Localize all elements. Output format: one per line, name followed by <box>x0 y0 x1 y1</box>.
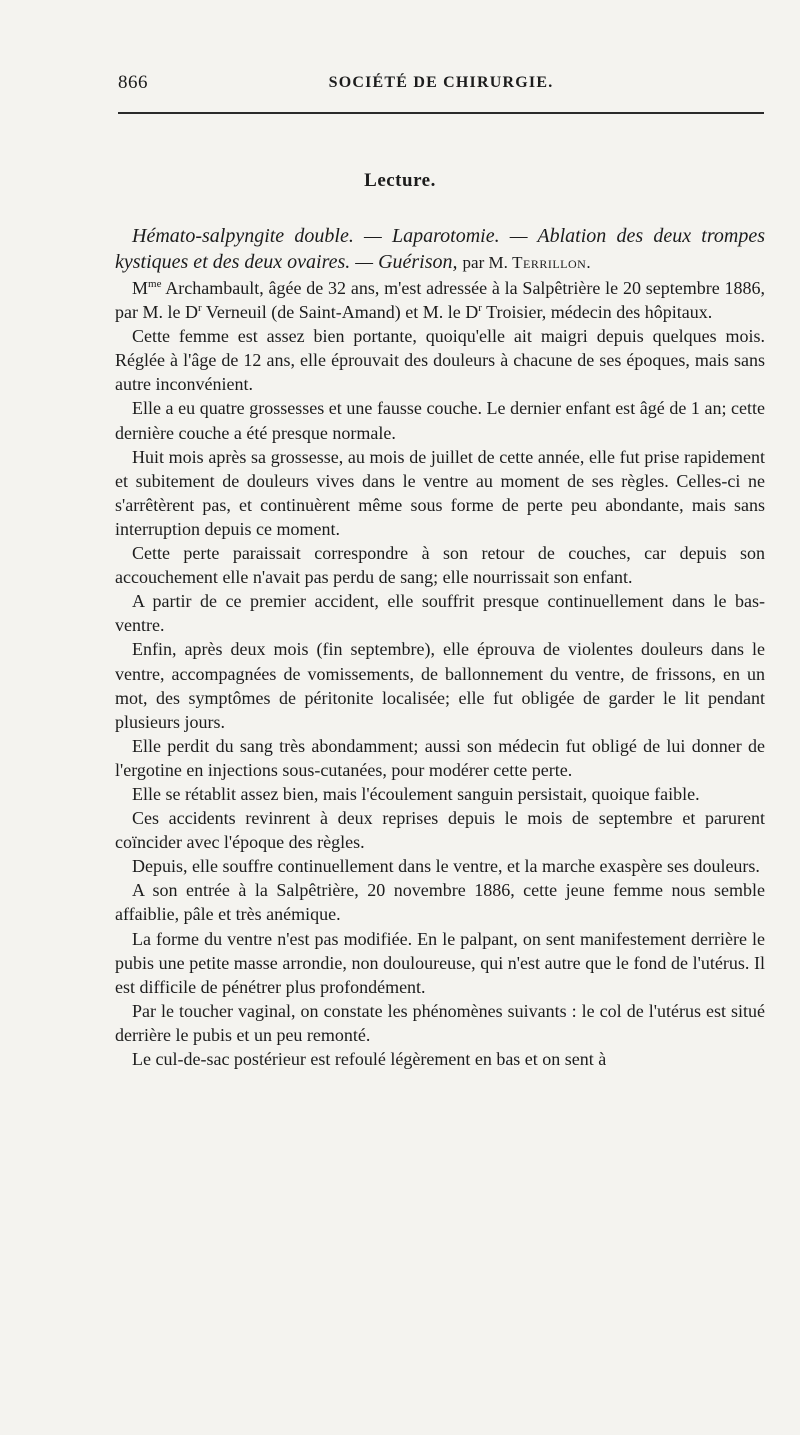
paragraph: Enfin, après deux mois (fin septembre), elle éprouva de violentes douleurs dans le ventre, accompagnées de vomissements, de ballonnement du ventre, de frissons, en un mot, des symptômes de péritonite localisée; elle fut obligée de garder le lit pendant plusieurs jours. <box>115 639 765 732</box>
running-head <box>118 72 764 98</box>
paragraph: Le cul-de-sac postérieur est refoulé légèrement en bas et on sent à <box>132 1049 607 1069</box>
intro-text-1: Archambault, âgée de 32 ans, m'est adressée à la Salpêtrière le 20 septembre 1886, par M. le D <box>115 278 765 323</box>
running-title: SOCIÉTÉ DE CHIRURGIE. <box>328 74 554 91</box>
page-number: 866 <box>118 72 148 93</box>
paragraph: Elle se rétablit assez bien, mais l'écoulement sanguin persistait, quoique faible. <box>132 783 700 804</box>
article-author <box>463 253 592 272</box>
mme-abbrev: M <box>132 278 149 298</box>
author-name: Terrillon. <box>512 253 592 272</box>
paragraph: Ces accidents revinrent à deux reprises depuis le mois de septembre et parurent coïncider avec l'époque des règles. <box>115 808 765 853</box>
article-title <box>115 223 765 276</box>
paragraph: Elle perdit du sang très abondamment; aussi son médecin fut obligé de lui donner de l'ergotine en injections sous-cutanées, pour modérer cette perte. <box>115 735 765 780</box>
paragraph: La forme du ventre n'est pas modifiée. En le palpant, on sent manifestement derrière le pubis une petite masse arrondie, non douloureuse, qui n'est autre que le fond de l'utérus. Il est difficile de pénétrer plus profondément. <box>115 928 765 997</box>
paragraph: Depuis, elle souffre continuellement dans le ventre, et la marche exaspère ses douleurs. <box>132 856 760 877</box>
header-rule <box>118 112 764 114</box>
paragraph: Cette perte paraissait correspondre à son retour de couches, car depuis son accouchement elle n'avait pas perdu de sang; elle nourrissait son enfant. <box>115 543 765 588</box>
paragraph: Elle a eu quatre grossesses et une fausse couche. Le dernier enfant est âgé de 1 an; cette dernière couche a été presque normale. <box>115 398 765 443</box>
paragraph: A son entrée à la Salpêtrière, 20 novembre 1886, cette jeune femme nous semble affaiblie, pâle et très anémique. <box>115 880 765 925</box>
paragraph: Par le toucher vaginal, on constate les phénomènes suivants : le col de l'utérus est situé derrière le pubis et un peu remonté. <box>115 1000 765 1045</box>
paragraph: Huit mois après sa grossesse, au mois de juillet de cette année, elle fut prise rapidement et subitement de douleurs vives dans le ventre au moment de ses règles. Celles-ci ne s'arrêtèrent pas, et continuèrent même sous forme de perte peu abondante, mais sans interruption depuis ce moment. <box>115 446 765 539</box>
paragraph: Cette femme est assez bien portante, quoiqu'elle ait maigri depuis quelques mois. Réglée à l'âge de 12 ans, elle éprouvait des douleurs à chacune de ses époques, mais sans autre inconvénient. <box>115 326 765 395</box>
intro-paragraph <box>115 276 765 324</box>
dr-superscript-1: r <box>197 302 202 315</box>
author-prefix: par M. <box>462 253 508 272</box>
mme-superscript: me <box>148 278 162 290</box>
section-title: Lecture. <box>364 170 436 191</box>
intro-text-3: Troisier, médecin des hôpitaux. <box>481 302 713 323</box>
dr-superscript-2: r <box>478 302 482 315</box>
article-body <box>115 223 765 1071</box>
paragraph: A partir de ce premier accident, elle souffrit presque continuellement dans le bas-ventre. <box>115 591 765 636</box>
intro-text-2: Verneuil (de Saint-Amand) et M. le D <box>201 302 479 323</box>
article-title-text: Hémato-salpyngite double. — Laparotomie. — Ablation des deux trompes kystiques et des deux ovaires. — Guérison, <box>115 225 765 273</box>
